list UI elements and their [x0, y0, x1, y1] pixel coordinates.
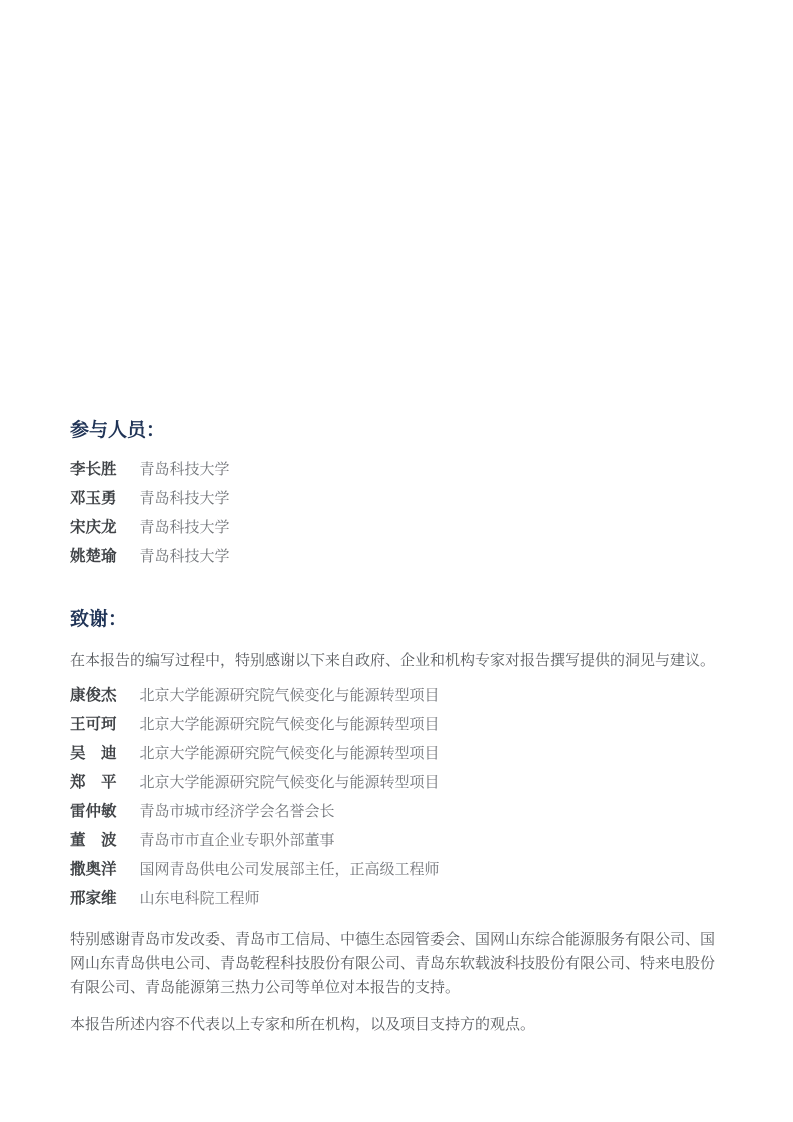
participant-affiliation: 青岛科技大学	[139, 548, 230, 565]
participant-affiliation: 青岛科技大学	[139, 519, 230, 536]
participant-list	[70, 462, 723, 565]
participants-section	[70, 420, 723, 565]
acknowledgments-section	[70, 609, 723, 1033]
participant-name: 邓玉勇	[70, 490, 117, 507]
expert-row	[70, 804, 723, 820]
expert-name: 郑 平	[70, 774, 117, 791]
expert-affiliation: 青岛市城市经济学会名誉会长	[139, 803, 335, 820]
expert-affiliation: 北京大学能源研究院气候变化与能源转型项目	[139, 774, 440, 791]
expert-name: 康俊杰	[70, 687, 117, 704]
participant-name: 李长胜	[70, 461, 117, 478]
participant-row	[70, 462, 723, 478]
expert-row	[70, 775, 723, 791]
disclaimer-paragraph: 本报告所述内容不代表以上专家和所在机构，以及项目支持方的观点。	[70, 1016, 536, 1033]
expert-row	[70, 862, 723, 878]
participant-affiliation: 青岛科技大学	[139, 461, 230, 478]
expert-row	[70, 891, 723, 907]
expert-affiliation: 北京大学能源研究院气候变化与能源转型项目	[139, 687, 440, 704]
expert-row	[70, 746, 723, 762]
expert-affiliation: 国网青岛供电公司发展部主任，正高级工程师	[139, 861, 440, 878]
participant-name: 宋庆龙	[70, 519, 117, 536]
expert-name: 撒奥洋	[70, 861, 117, 878]
participant-name: 姚楚瑜	[70, 548, 117, 565]
expert-affiliation: 青岛市市直企业专职外部董事	[139, 832, 335, 849]
expert-row	[70, 833, 723, 849]
expert-name: 董 波	[70, 832, 117, 849]
participants-heading: 参与人员：	[70, 420, 166, 441]
acknowledgments-heading: 致谢：	[70, 609, 128, 630]
participant-row	[70, 549, 723, 565]
expert-name: 王可珂	[70, 716, 117, 733]
expert-row	[70, 688, 723, 704]
expert-name: 雷仲敏	[70, 803, 117, 820]
expert-name: 吴 迪	[70, 745, 117, 762]
participant-row	[70, 491, 723, 507]
expert-affiliation: 北京大学能源研究院气候变化与能源转型项目	[139, 745, 440, 762]
expert-name: 邢家维	[70, 890, 117, 907]
expert-row	[70, 717, 723, 733]
participant-row	[70, 520, 723, 536]
organizations-paragraph: 特别感谢青岛市发改委、青岛市工信局、中德生态园管委会、国网山东综合能源服务有限公司、国网山东青岛供电公司、青岛乾程科技股份有限公司、青岛东软载波科技股份有限公司、特来电股份有限公司、青岛能源第三热力公司等单位对本报告的支持。	[70, 931, 716, 996]
acknowledgments-intro: 在本报告的编写过程中，特别感谢以下来自政府、企业和机构专家对报告撰写提供的洞见与建议。	[70, 652, 716, 669]
participant-affiliation: 青岛科技大学	[139, 490, 230, 507]
expert-list	[70, 688, 723, 907]
expert-affiliation: 山东电科院工程师	[139, 890, 260, 907]
expert-affiliation: 北京大学能源研究院气候变化与能源转型项目	[139, 716, 440, 733]
